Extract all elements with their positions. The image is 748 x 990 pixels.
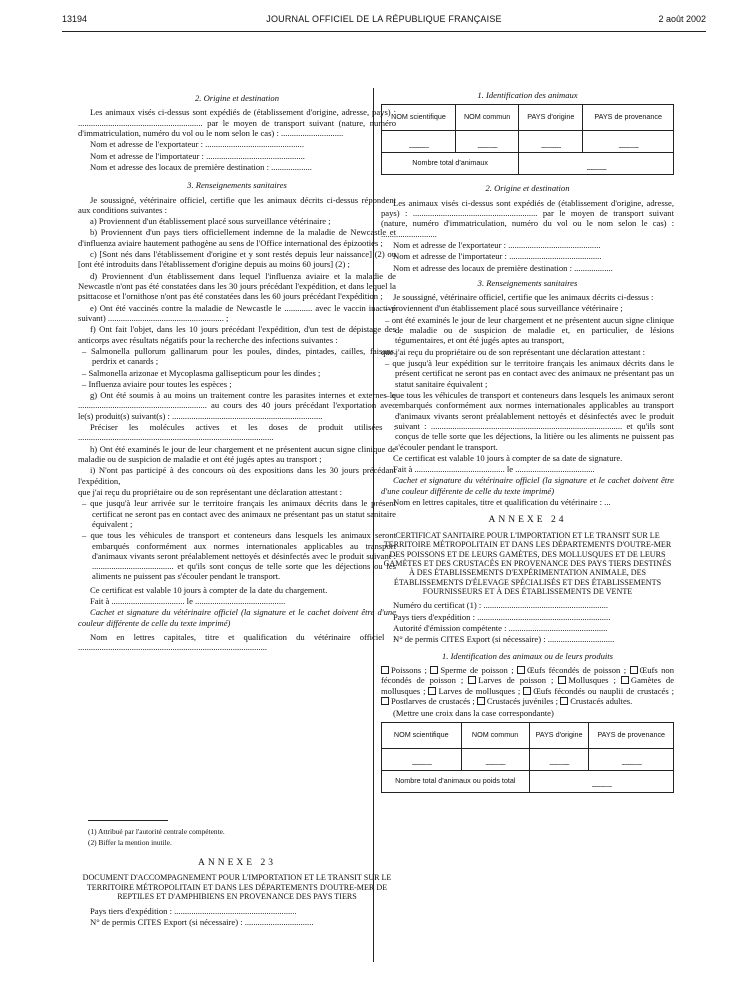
checkbox[interactable] xyxy=(630,666,638,674)
paragraph: Nom en lettres capitales, titre et qualification du vétérinaire : ... xyxy=(393,497,611,508)
checkbox[interactable] xyxy=(621,676,629,684)
dash-item: – ont été examinés le jour de leur chargement et ne présentent aucun signe clinique de maladie ou de suspicion de maladie et, en particulier, de lésions tégumentaires, et ont été jugés aptes au transport, xyxy=(385,314,674,346)
annexe-24-heading: ANNEXE 24 xyxy=(488,515,567,526)
checkbox[interactable] xyxy=(523,687,531,695)
line: N° de permis CITES Export (si nécessaire) : ............................... xyxy=(393,634,615,645)
footnote-rule xyxy=(88,820,168,821)
footnote-2: (2) Biffer la mention inutile. xyxy=(88,838,172,847)
line: Numéro du certificat (1) : .......................................................... xyxy=(393,600,609,611)
checkbox-label: Œufs fécondés ou nauplii de crustacés ; xyxy=(533,685,675,696)
annexe-24-title: CERTIFICAT SANITAIRE POUR L'IMPORTATION ET LE TRANSIT SUR LE TERRITOIRE MÉTROPOLITAIN ET DANS LES DÉPARTEMENTS D'OUTRE-MER DES POISSONS ET DE LEURS GAMÈTES, DES MOLLUSQUES ET DE LEURS GAMÈTES ET DES CRUSTACÉS EN PROVENANCE DES PAYS TIERS DESTINÉS À DES ÉTABLISSEMENTS D'EXPÉRIMENTATION ANIMALE, DES ÉTABLISSEMENTS D'ÉLEVAGE SPÉCIALISÉS ET DES ÉTABLISSEMENTS FOURNISSEURS ET À DES ÉTABLISSEMENTS DE VENTE xyxy=(383,530,672,597)
line: Nom et adresse de l'exportateur : .............................................. xyxy=(90,139,304,150)
paragraph: Je soussigné, vétérinaire officiel, certifie que les animaux décrits ci-dessus répondent aux conditions suivantes : xyxy=(78,194,396,215)
dash-item: – que jusqu'à leur expédition sur le territoire français les animaux décrits dans le présent certificat ne seront pas en contact avec des animaux ne présentant pas un statut sanitaire équivalent ; xyxy=(385,358,674,389)
checkbox-label: Crustacés adultes. xyxy=(570,695,633,706)
table-header: PAYS d'origine xyxy=(529,722,589,748)
table-header: PAYS de provenance xyxy=(583,105,674,131)
table-cell: ..................... xyxy=(382,131,456,153)
paragraph: que j'ai reçu du propriétaire ou de son représentant une déclaration attestant : xyxy=(78,486,343,497)
checkbox-label: Sperme de poisson ; xyxy=(440,664,514,675)
dash-item: – Salmonella arizonae et Mycoplasma gallisepticum pour les dindes ; xyxy=(82,367,321,378)
header-rule xyxy=(62,31,706,32)
paragraph: h) Ont été examinés le jour de leur chargement et ne présentent aucun signe clinique de maladie ou de suspicion de maladie et ont été jugés aptes au transport ; xyxy=(78,443,396,464)
paragraph: a) Proviennent d'un établissement placé sous surveillance vétérinaire ; xyxy=(90,216,331,227)
checkbox-label: Larves de mollusques ; xyxy=(438,685,521,696)
identification-table xyxy=(381,104,674,175)
dash-item: – que tous les véhicules de transport et conteneurs dans lesquels les animaux seront embarqués conformément aux normes internationales applicables au transport d'animaux vivants seront préalablement nettoyés et désinfectés avec le produit suivant : ...................................... et qu'ils sont conçus de telle sorte que les déjections ou les aliments ne puissent pas s'écouler pendant le transport. xyxy=(82,530,396,582)
right-column xyxy=(381,90,674,797)
page-header xyxy=(62,14,706,28)
issue-date: 2 août 2002 xyxy=(658,14,706,24)
section-title: 2. Origine et destination xyxy=(485,183,570,194)
table-header: NOM scientifique xyxy=(382,722,462,748)
dash-item: – que tous les véhicules de transport et conteneurs dans lesquels les animaux seront embarqués conformément aux normes internationales applicables au transport d'animaux vivants seront préalablement nettoyés et désinfectés avec le produit suivant : ......................................................................................... et qu'ils sont conçus de telle sorte que les déjections, la litière ou les aliments ne puissent pas s'écouler pendant le transport. xyxy=(385,389,674,452)
checkbox[interactable] xyxy=(428,687,436,695)
section-title: 2. Origine et destination xyxy=(194,93,280,103)
paragraph: Les animaux visés ci-dessus sont expédiés de (établissement d'origine, adresse, pays) : .......................................................... par le moyen de transport suivant (nature, numéro d'immatriculation, numéro du vol ou le nom selon le cas) : .......................... xyxy=(381,197,674,239)
dash-item: – Influenza aviaire pour toutes les espèces ; xyxy=(82,378,232,389)
paragraph: g) Ont été soumis à au moins un traitement contre les parasites internes et externes le ............................................................ au cours des 40 jours précédant l'exportation avec le(s) produit(s) suivant(s) : ...................................................................... xyxy=(78,390,396,421)
dash-item: – Salmonella pullorum gallinarum pour les poules, dindes, pintades, cailles, faisans, perdrix et canards ; xyxy=(82,345,396,367)
table-total-label: Nombre total d'animaux xyxy=(382,153,519,175)
line: Nom et adresse de l'importateur : .............................................. xyxy=(90,150,305,161)
line: Nom et adresse des locaux de première destination : .................. xyxy=(393,262,613,273)
section-title: 3. Renseignements sanitaires xyxy=(187,180,287,191)
table-cell: ..................... xyxy=(519,153,674,175)
dash-item: – proviennent d'un établissement placé sous surveillance vétérinaire ; xyxy=(385,303,623,314)
annexe-23-block xyxy=(78,858,396,928)
section-title: 3. Renseignements sanitaires xyxy=(477,277,578,288)
table-header: NOM commun xyxy=(461,722,529,748)
paragraph: que j'ai reçu du propriétaire ou de son représentant une déclaration attestant : xyxy=(381,346,646,357)
line: Pays tiers d'expédition : .............................................................. xyxy=(393,611,611,622)
table-header: PAYS d'origine xyxy=(519,105,583,131)
checkbox[interactable] xyxy=(558,676,566,684)
checkbox-label: Œufs non fécondés de poisson ; xyxy=(381,664,674,686)
instruction-note: (Mettre une croix dans la case correspondante) xyxy=(393,708,554,719)
paragraph: b) Proviennent d'un pays tiers officiellement indemne de la maladie de Newcastle et d'influenza aviaire hautement pathogène au sens de l'Office international des épizooties ; xyxy=(78,227,396,248)
signature-line: Fait à .......................................... le ..................................... xyxy=(393,464,595,475)
table-cell: ..................... xyxy=(382,748,462,770)
dash-item: – que jusqu'à leur arrivée sur le territoire français les animaux décrits dans le présent certificat ne seront pas en contact avec des animaux ne présentant pas un statut sanitaire équivalent ; xyxy=(82,498,396,529)
line: Pays tiers d'expédition : ......................................................... xyxy=(90,905,297,916)
footnote-1: (1) Attribué par l'autorité centrale compétente. xyxy=(88,827,225,836)
table-cell: ..................... xyxy=(529,748,589,770)
table-cell: ..................... xyxy=(519,131,583,153)
paragraph: i) N'ont pas participé à des concours où des expositions dans les 30 jours précédant l'expédition, xyxy=(78,465,396,486)
checkbox-label: Mollusques ; xyxy=(568,675,616,686)
table-header: NOM commun xyxy=(456,105,519,131)
paragraph: e) Ont été vaccinés contre la maladie de Newcastle le ............. avec le vaccin inactivé suivant) ...................................................... ; xyxy=(78,302,396,323)
table-total-label: Nombre total d'animaux ou poids total xyxy=(382,770,530,792)
stamp-instruction: Cachet et signature du vétérinaire officiel (la signature et le cachet doivent être d'une couleur différente de celle du texte imprimé) xyxy=(381,475,674,496)
table-cell: ..................... xyxy=(529,770,673,792)
stamp-instruction: Cachet et signature du vétérinaire officiel (la signature et le cachet doivent être d'une couleur différente de celle du texte imprimé) xyxy=(78,607,396,628)
table-cell: ..................... xyxy=(456,131,519,153)
paragraph: d) Proviennent d'un établissement dans lequel l'influenza aviaire et la maladie de Newcastle n'ont pas été constatées dans les 30 jours précédant l'expédition, et dans lequel la psittacose et l'ornithose n'ont pas été constatées dans les 60 jours précédant l'expédition ; xyxy=(78,270,396,302)
checkbox[interactable] xyxy=(381,697,389,705)
signature-line: Fait à .................................. le .......................................... xyxy=(90,596,286,607)
line: Autorité d'émission compétente : .............................................. xyxy=(393,623,608,634)
line: Nom et adresse de l'exportateur : ........................................... xyxy=(393,239,601,250)
table-cell: ..................... xyxy=(583,131,674,153)
checkbox[interactable] xyxy=(477,697,485,705)
section-title: 1. Identification des animaux xyxy=(477,90,578,100)
checkbox[interactable] xyxy=(517,666,525,674)
table-cell: ..................... xyxy=(461,748,529,770)
page-number: 13194 xyxy=(62,14,88,24)
checkbox-label: Œufs fécondés de poisson ; xyxy=(527,664,627,675)
checkbox-list xyxy=(381,665,674,706)
checkbox-label: Postlarves de crustacés ; xyxy=(391,695,475,706)
checkbox[interactable] xyxy=(468,676,476,684)
paragraph: Nom en lettres capitales, titre et qualification du vétérinaire officiel : ........................................................................................ xyxy=(78,632,396,653)
line: Nom et adresse de l'importateur : ........................................... xyxy=(393,251,602,262)
checkbox-label: Gamètes de mollusques ; xyxy=(381,675,675,696)
journal-title: JOURNAL OFFICIEL DE LA RÉPUBLIQUE FRANÇAISE xyxy=(266,14,502,24)
checkbox-label: Crustacés juvéniles ; xyxy=(486,695,559,706)
annexe-23-heading: ANNEXE 23 xyxy=(198,858,276,868)
checkbox[interactable] xyxy=(430,666,438,674)
paragraph: Je soussigné, vétérinaire officiel, certifie que les animaux décrits ci-dessus : xyxy=(393,292,654,303)
paragraph: Préciser les molécules actives et les doses de produit utilisées : ........................................................................................... xyxy=(78,422,396,443)
paragraph: Les animaux visés ci-dessus sont expédiés de (établissement d'origine, adresse, pays) : .......................................................... par le moyen de transport suivant (nature, numéro d'immatriculation, numéro du vol ou le nom selon le cas) : ............................. xyxy=(78,107,396,138)
checkbox-label: Larves de poisson ; xyxy=(478,675,554,686)
checkbox-label: Poissons ; xyxy=(391,664,427,675)
paragraph: c) [Sont nés dans l'établissement d'origine et y sont restés depuis leur naissance] (2) ou [ont été introduits dans l'établissement d'origine depuis au moins 60 jours] (2) ; xyxy=(78,249,396,270)
left-column xyxy=(78,90,396,654)
annexe-23-title: DOCUMENT D'ACCOMPAGNEMENT POUR L'IMPORTATION ET LE TRANSIT SUR LE TERRITOIRE MÉTROPOLITAIN ET DANS LES DÉPARTEMENTS D'OUTRE-MER DE REPTILES ET D'AMPHIBIENS EN PROVENANCE DES PAYS TIERS xyxy=(82,873,392,902)
line: Nom et adresse des locaux de première destination : ................... xyxy=(90,161,312,172)
checkbox[interactable] xyxy=(381,666,389,674)
checkbox[interactable] xyxy=(560,697,568,705)
paragraph: f) Ont fait l'objet, dans les 10 jours précédant l'expédition, d'un test de dépistage des anticorps avec résultats négatifs pour la recherche des infections suivantes : xyxy=(78,324,396,345)
products-table xyxy=(381,722,674,793)
section-title: 1. Identification des animaux ou de leurs produits xyxy=(441,650,614,661)
paragraph: Ce certificat est valable 10 jours à compter de sa date de signature. xyxy=(393,452,623,463)
paragraph: Ce certificat est valable 10 jours à compter de la date du chargement. xyxy=(90,584,328,595)
table-cell: ..................... xyxy=(589,748,674,770)
table-header: PAYS de provenance xyxy=(589,722,674,748)
line: N° de permis CITES Export (si nécessaire) : ................................ xyxy=(90,916,314,927)
table-header: NOM scientifique xyxy=(382,105,456,131)
